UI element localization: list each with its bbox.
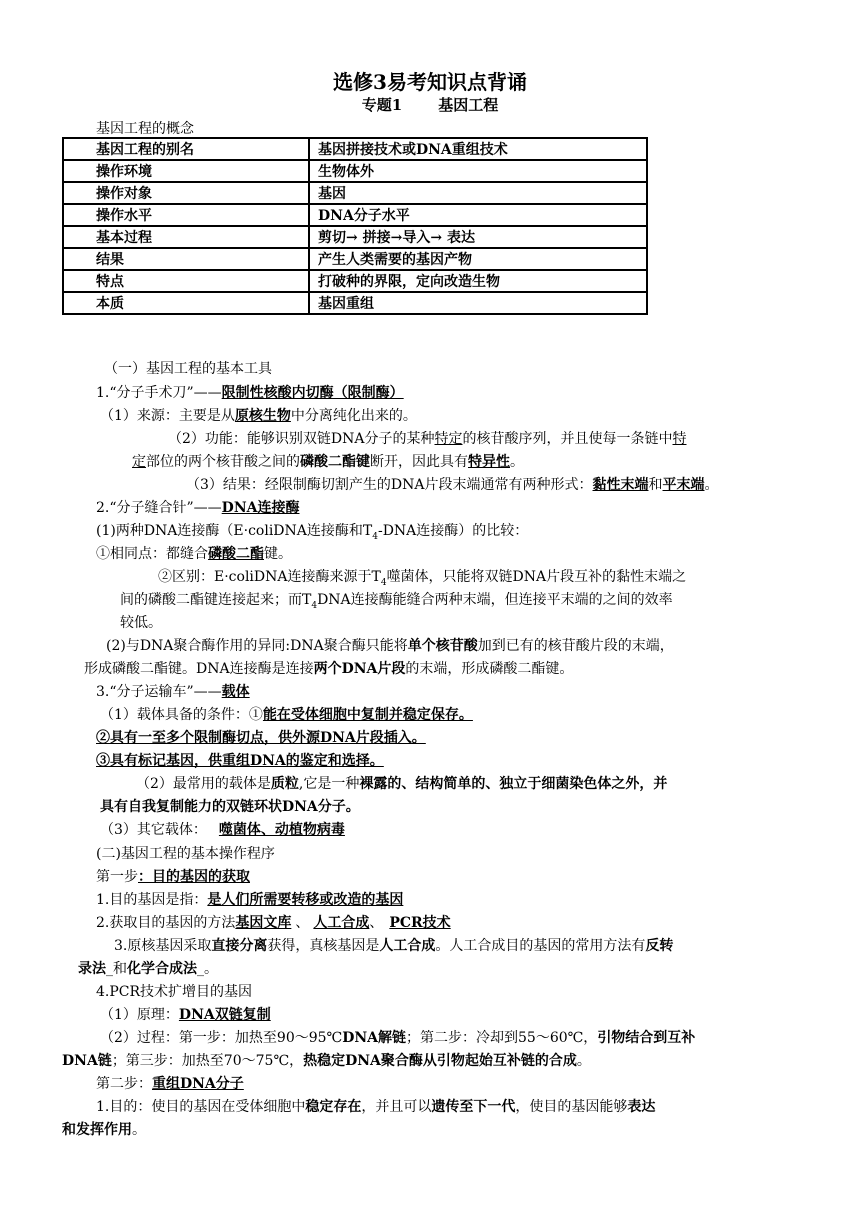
key-term: 平末端 [662, 477, 705, 493]
key-term: 基因文库 [235, 915, 292, 931]
key-term: 表达 [627, 1099, 656, 1115]
paragraph-line: (1)两种DNA连接酶（E·coliDNA连接酶和$T_4$-DNA连接酶）的比较： [96, 523, 529, 542]
paragraph-line: （3）其它载体： 噬菌体、动植物病毒 [100, 822, 345, 838]
table-row [63, 226, 647, 248]
key-term: 能在受体细胞中复制并稳定保存。 [262, 707, 473, 723]
key-term: 特定 [434, 431, 463, 447]
table-value: 打破种的界限，定向改造生物 [309, 270, 647, 292]
key-term: 两个DNA片段 [313, 661, 406, 677]
paragraph-line: 较低。 [120, 615, 162, 631]
key-term: 人工合成 [313, 915, 370, 931]
key-term: 质粒 [270, 776, 299, 792]
key-term: 特异性 [468, 454, 510, 470]
paragraph-line: （2）最常用的载体是质粒,它是一种裸露的、结构简单的、独立于细菌染色体之外，并 [136, 776, 668, 792]
paragraph-line: 和发挥作用。 [62, 1122, 146, 1138]
key-term: 引物结合到互补 [597, 1030, 696, 1046]
key-term: 录法 [78, 961, 106, 977]
table-key: 操作对象 [63, 182, 309, 204]
table-key: 操作环境 [63, 160, 309, 182]
paragraph-line: （3）结果：经限制酶切割产生的DNA片段末端通常有两种形式：黏性末端和平末端。 [186, 477, 719, 493]
table-value: 基因 [309, 182, 647, 204]
paragraph-line: 第二步：重组DNA分子 [96, 1076, 244, 1092]
paragraph-line: （2）过程：第一步：加热至90～95℃DNA解链；第二步：冷却到55～60℃，引物结合到互补 [100, 1030, 696, 1046]
document-title: 选修3易考知识点背诵 [333, 70, 527, 94]
key-term: 噬菌体、动植物病毒 [218, 822, 345, 838]
table-value: 产生人类需要的基因产物 [309, 248, 647, 270]
key-term: DNA链 [62, 1053, 112, 1069]
table-key: 特点 [63, 270, 309, 292]
table-key: 结果 [63, 248, 309, 270]
paragraph-line: 第一步：目的基因的获取 [96, 869, 250, 885]
key-term: 化学合成法 [127, 961, 197, 977]
document-subtitle [0, 94, 860, 115]
table-key: 操作水平 [63, 204, 309, 226]
table-caption: 基因工程的概念 [96, 121, 194, 137]
paragraph-line: 1.目的：使目的基因在受体细胞中稳定存在，并且可以遗传至下一代，使目的基因能够表达 [96, 1099, 656, 1115]
paragraph-line: (2)与DNA聚合酶作用的异同:DNA聚合酶只能将单个核苷酸加到已有的核苷酸片段的末端， [106, 638, 674, 654]
table-row [63, 248, 647, 270]
paragraph-line: （2）功能：能够识别双链DNA分子的某种特定的核苷酸序列，并且使每一条链中特 [168, 431, 687, 447]
paragraph-line: 3.原核基因采取直接分离获得，真核基因是人工合成。人工合成目的基因的常用方法有反转 [114, 938, 674, 954]
key-term: 重组DNA分子 [152, 1076, 244, 1092]
key-term: 裸露的、结构简单的、独立于细菌染色体之外，并 [359, 776, 668, 792]
table-value: 基因拼接技术或DNA重组技术 [309, 138, 647, 160]
key-term: DNA连接酶 [221, 500, 300, 516]
paragraph-line: 1.“分子手术刀”——限制性核酸内切酶（限制酶） [96, 385, 404, 401]
paragraph-line: 1.目的基因是指：是人们所需要转移或改造的基因 [96, 892, 404, 908]
table-row [63, 182, 647, 204]
key-term: DNA双链复制 [178, 1007, 271, 1023]
key-term: 载体 [221, 684, 250, 700]
paragraph-line: （1）原理：DNA双链复制 [100, 1007, 271, 1023]
key-term: 和发挥作用 [62, 1122, 132, 1138]
paragraph-line: 3.“分子运输车”——载体 [96, 684, 250, 700]
paragraph-line: （1）载体具备的条件：①能在受体细胞中复制并稳定保存。 [100, 707, 473, 723]
paragraph-line: ②具有一至多个限制酶切点，供外源DNA片段插入。 [96, 730, 426, 746]
table-row [63, 204, 647, 226]
table-row [63, 160, 647, 182]
key-term: 黏性末端 [592, 477, 649, 493]
concept-table [62, 137, 648, 315]
table-value: 生物体外 [309, 160, 647, 182]
table-row [63, 292, 647, 314]
key-term: ：目的基因的获取 [138, 869, 250, 885]
table-value: DNA分子水平 [309, 204, 647, 226]
paragraph-line: ①相同点：都缝合磷酸二酯键。 [96, 546, 292, 562]
section-heading: (二)基因工程的基本操作程序 [96, 846, 275, 862]
paragraph-line: 2.获取目的基因的方法基因文库 、 人工合成、 PCR技术 [96, 915, 451, 931]
table-value: 基因重组 [309, 292, 647, 314]
table-key: 本质 [63, 292, 309, 314]
paragraph-line: 2.“分子缝合针”——DNA连接酶 [96, 500, 300, 516]
paragraph-line: 具有自我复制能力的双链环状DNA分子。 [100, 799, 360, 815]
table-row [63, 138, 647, 160]
table-key: 基本过程 [63, 226, 309, 248]
key-term: 限制性核酸内切酶（限制酶） [221, 385, 404, 401]
table-key: 基因工程的别名 [63, 138, 309, 160]
paragraph-line: 录法_和化学合成法_。 [78, 961, 218, 977]
subtitle-name: 基因工程 [438, 96, 499, 114]
key-term: 人工合成 [379, 938, 436, 954]
key-term: 反转 [645, 938, 674, 954]
subtitle-topic: 专题1 [361, 96, 403, 114]
paragraph-line: （1）来源：主要是从原核生物中分离纯化出来的。 [100, 408, 417, 424]
paragraph-line: 定部位的两个核苷酸之间的磷酸二酯键断开，因此具有特异性。 [132, 454, 524, 470]
paragraph-line: DNA链；第三步：加热至70～75℃，热稳定DNA聚合酶从引物起始互补链的合成。 [62, 1053, 591, 1069]
paragraph-line: 间的磷酸二酯键连接起来；而$T_4DNA$连接酶能缝合两种末端，但连接平末端的之间的效率 [120, 592, 673, 611]
key-term: 遗传至下一代 [431, 1099, 516, 1115]
section-heading: （一）基因工程的基本工具 [104, 361, 272, 377]
paragraph-line: 4.PCR技术扩增目的基因 [96, 984, 253, 1000]
table-row [63, 270, 647, 292]
key-term: 原核生物 [234, 408, 291, 424]
key-term: 是人们所需要转移或改造的基因 [207, 892, 404, 908]
key-term: 磷酸二酯键 [300, 454, 370, 470]
paragraph-line: ②区别：E·coliDNA连接酶来源于$T_4$噬菌体，只能将双链DNA片段互补的黏性末端之 [158, 569, 687, 588]
key-term: 定 [132, 454, 146, 470]
key-term: DNA解链 [342, 1030, 407, 1046]
key-term: 特 [672, 431, 687, 447]
key-term: PCR技术 [389, 915, 451, 931]
paragraph-line: 形成磷酸二酯键。DNA连接酶是连接两个DNA片段的末端，形成磷酸二酯键。 [84, 661, 574, 677]
paragraph-line: ③具有标记基因，供重组DNA的鉴定和选择。 [96, 753, 384, 769]
key-term: 单个核苷酸 [407, 638, 478, 654]
key-term: 磷酸二酯 [208, 546, 264, 562]
key-term: 稳定存在 [305, 1099, 362, 1115]
table-value: 剪切→ 拼接→导入→ 表达 [309, 226, 647, 248]
key-term: 直接分离 [211, 938, 268, 954]
key-term: 热稳定DNA聚合酶从引物起始互补链的合成 [303, 1053, 577, 1069]
